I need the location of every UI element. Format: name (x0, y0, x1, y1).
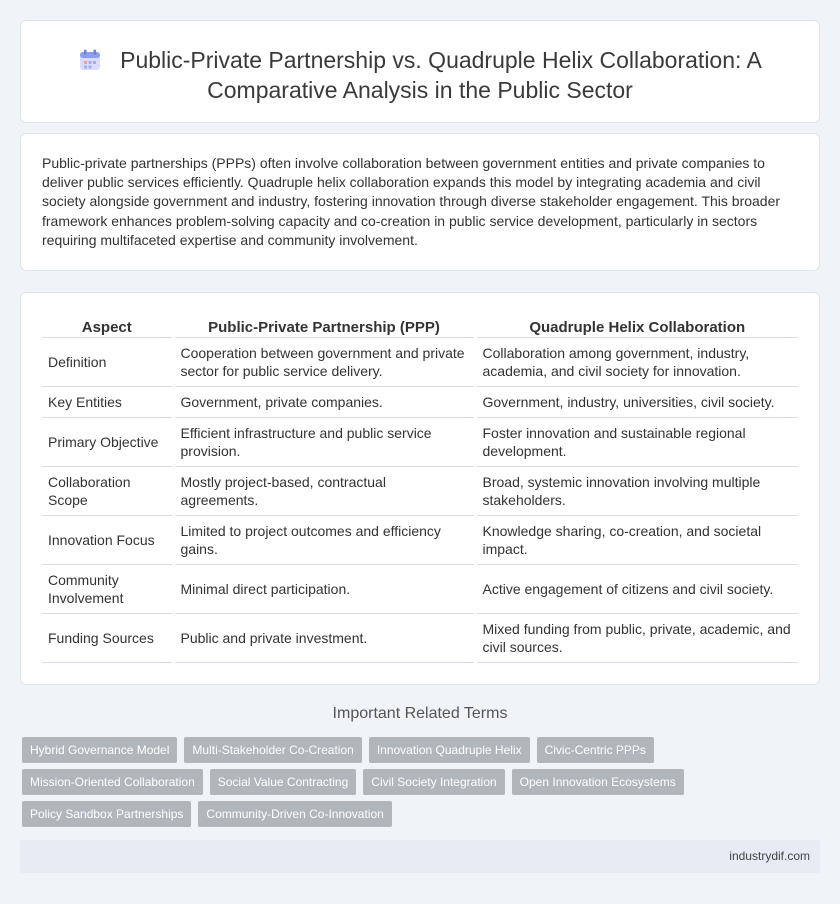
page-title: Public-Private Partnership vs. Quadruple Helix Collaboration: A Comparative Analysis in the Public Sector (120, 47, 762, 103)
header-aspect: Aspect (42, 315, 173, 337)
row-quadruple-helix: Mixed funding from public, private, academic, and civil sources. (475, 613, 798, 662)
tag-row (22, 737, 812, 763)
related-terms-tags (22, 737, 812, 833)
row-aspect: Key Entities (42, 386, 173, 417)
row-aspect: Collaboration Scope (42, 466, 173, 515)
tag-civil-society-integration[interactable]: Civil Society Integration (363, 769, 504, 795)
tag-community-driven-co-innovation[interactable]: Community-Driven Co-Innovation (198, 801, 391, 827)
tag-hybrid-governance-model[interactable]: Hybrid Governance Model (22, 737, 177, 763)
row-aspect: Definition (42, 337, 173, 386)
related-terms-title: Important Related Terms (332, 705, 508, 722)
row-aspect: Funding Sources (42, 613, 173, 662)
table-header-row (42, 315, 798, 337)
table-row (42, 515, 798, 564)
table-row (42, 466, 798, 515)
footer-site-link[interactable]: industrydif.com (729, 849, 810, 863)
row-quadruple-helix: Foster innovation and sustainable regional development. (475, 417, 798, 466)
tag-row (22, 769, 812, 795)
tag-policy-sandbox-partnerships[interactable]: Policy Sandbox Partnerships (22, 801, 191, 827)
comparison-card (20, 292, 820, 685)
tag-row (22, 801, 812, 827)
row-quadruple-helix: Broad, systemic innovation involving multiple stakeholders. (475, 466, 798, 515)
row-quadruple-helix: Knowledge sharing, co-creation, and societal impact. (475, 515, 798, 564)
header-card (20, 20, 820, 123)
table-row (42, 337, 798, 386)
header-quadruple-helix: Quadruple Helix Collaboration (475, 315, 798, 337)
table-row (42, 386, 798, 417)
tag-mission-oriented-collaboration[interactable]: Mission-Oriented Collaboration (22, 769, 203, 795)
row-ppp: Efficient infrastructure and public service provision. (173, 417, 475, 466)
row-quadruple-helix: Government, industry, universities, civil society. (475, 386, 798, 417)
row-aspect: Innovation Focus (42, 515, 173, 564)
tag-social-value-contracting[interactable]: Social Value Contracting (210, 769, 357, 795)
page-title-wrap (21, 45, 819, 105)
intro-paragraph: Public-private partnerships (PPPs) often involve collaboration between government entities and private companies to deliver public services efficiently. Quadruple helix collaboration expands this model by integrating academia and civil society alongside government and industry, fostering innovation through diverse stakeholder engagement. This broader framework enhances problem-solving capacity and co-creation in public service development, particularly in sectors requiring multifaceted expertise and community involvement. (42, 155, 781, 248)
tag-civic-centric-ppps[interactable]: Civic-Centric PPPs (537, 737, 654, 763)
footer (20, 840, 820, 873)
row-aspect: Community Involvement (42, 564, 173, 613)
table-row (42, 417, 798, 466)
row-ppp: Public and private investment. (173, 613, 475, 662)
intro-card (20, 133, 820, 271)
row-ppp: Mostly project-based, contractual agreements. (173, 466, 475, 515)
row-quadruple-helix: Collaboration among government, industry, academia, and civil society for innovation. (475, 337, 798, 386)
tag-multi-stakeholder-co-creation[interactable]: Multi-Stakeholder Co-Creation (184, 737, 361, 763)
row-quadruple-helix: Active engagement of citizens and civil society. (475, 564, 798, 613)
comparison-table (42, 315, 798, 663)
table-row (42, 613, 798, 662)
tag-open-innovation-ecosystems[interactable]: Open Innovation Ecosystems (512, 769, 684, 795)
row-ppp: Minimal direct participation. (173, 564, 475, 613)
tag-innovation-quadruple-helix[interactable]: Innovation Quadruple Helix (369, 737, 530, 763)
calendar-icon (78, 48, 102, 72)
table-row (42, 564, 798, 613)
row-aspect: Primary Objective (42, 417, 173, 466)
header-ppp: Public-Private Partnership (PPP) (173, 315, 475, 337)
row-ppp: Cooperation between government and private sector for public service delivery. (173, 337, 475, 386)
row-ppp: Limited to project outcomes and efficiency gains. (173, 515, 475, 564)
row-ppp: Government, private companies. (173, 386, 475, 417)
